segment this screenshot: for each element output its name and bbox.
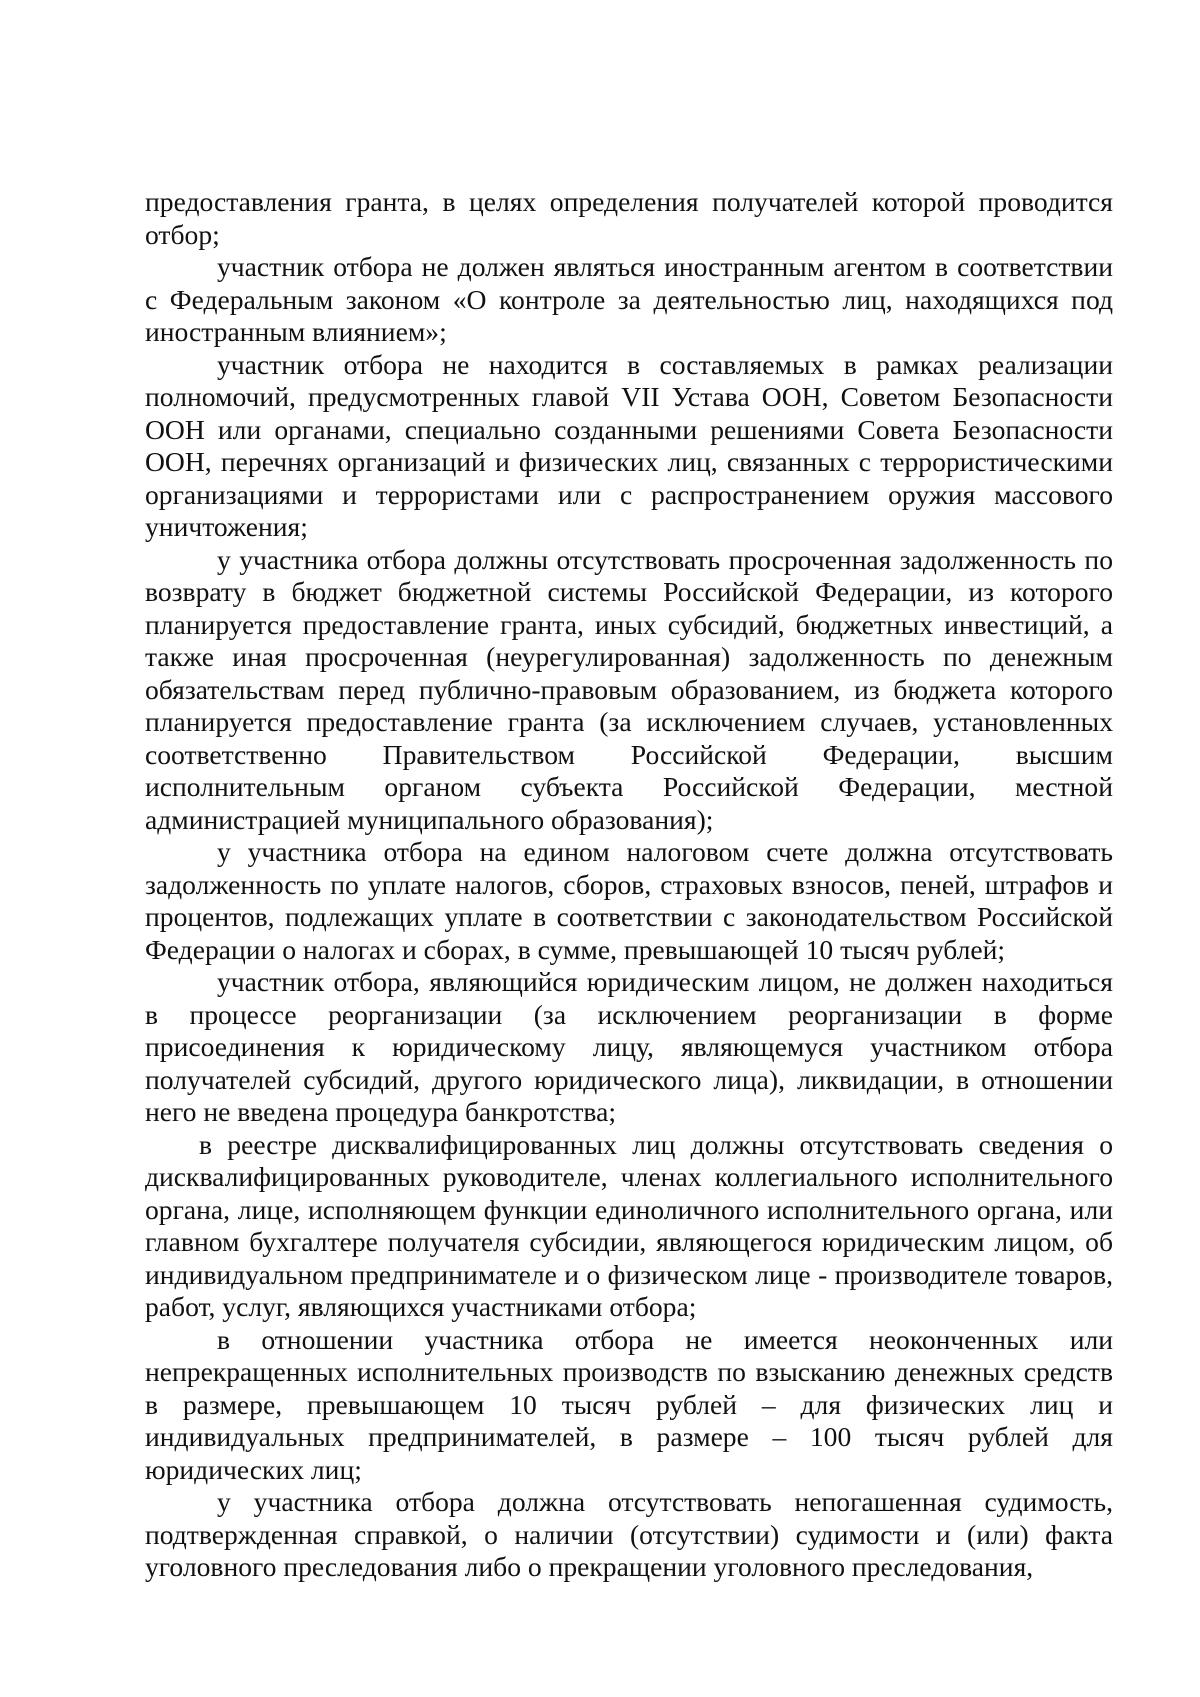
paragraph-foreign-agent: участник отбора не должен являться иностранным агентом в соответствии с Федеральным законом «О контроле за деятельностью лиц, находящихся под иностранным влиянием»;: [145, 251, 1113, 347]
paragraph-criminal-record: у участника отбора должна отсутствовать непогашенная судимость, подтвержденная справкой, о наличии (отсутствии) судимости и (или) факта уголовного преследования либо о прекращении уголовного преследования,: [145, 1486, 1113, 1582]
paragraph-tax-debt: у участника отбора на едином налоговом счете должна отсутствовать задолженность по уплате налогов, сборов, страховых взносов, пеней, штрафов и процентов, подлежащих уплате в соответствии с законодательством Российской Федерации о налогах и сборах, в сумме, превышающей 10 тысяч рублей;: [145, 836, 1113, 965]
paragraph-un-sanctions: участник отбора не находится в составляемых в рамках реализации полномочий, предусмотренных главой VII Устава ООН, Советом Безопасности ООН или органами, специально созданными решениями Совета Безопасности ООН, перечнях организаций и физических лиц, связанных с террористическими организациями и террористами или с распространением оружия массового уничтожения;: [145, 348, 1113, 542]
paragraph-enforcement-proceedings: в отношении участника отбора не имеется неоконченных или непрекращенных исполнительных производств по взысканию денежных средств в размере, превышающем 10 тысяч рублей – для физических лиц и индивидуальных предпринимателей, в размере – 100 тысяч рублей для юридических лиц;: [145, 1323, 1113, 1485]
paragraph-budget-debt: у участника отбора должны отсутствовать просроченная задолженность по возврату в бюджет бюджетной системы Российской Федерации, из которого планируется предоставление гранта, иных субсидий, бюджетных инвестиций, а также иная просроченная (неурегулированная) задолженность по денежным обязательствам перед публично-правовым образованием, из бюджета которого планируется предоставление гранта (за исключением случаев, установленных соответственно Правительством Российской Федерации, высшим исполнительным органом субъекта Российской Федерации, местной администрацией муниципального образования);: [145, 543, 1113, 835]
paragraph-reorganization: участник отбора, являющийся юридическим лицом, не должен находиться в процессе реорганизации (за исключением реорганизации в форме присоединения к юридическому лицу, являющемуся участником отбора получателей субсидий, другого юридического лица), ликвидации, в отношении него не введена процедура банкротства;: [145, 966, 1113, 1127]
paragraph-continuation: предоставления гранта, в целях определения получателей которой проводится отбор;: [145, 186, 1113, 250]
document-body: [145, 186, 1113, 1584]
paragraph-disqualified-persons: в реестре дисквалифицированных лиц должны отсутствовать сведения о дисквалифицированных руководителе, членах коллегиального исполнительного органа, лице, исполняющем функции единоличного исполнительного органа, или главном бухгалтере получателя субсидии, являющегося юридическим лицом, об индивидуальном предпринимателе и о физическом лице - производителе товаров, работ, услуг, являющихся участниками отбора;: [145, 1128, 1113, 1322]
